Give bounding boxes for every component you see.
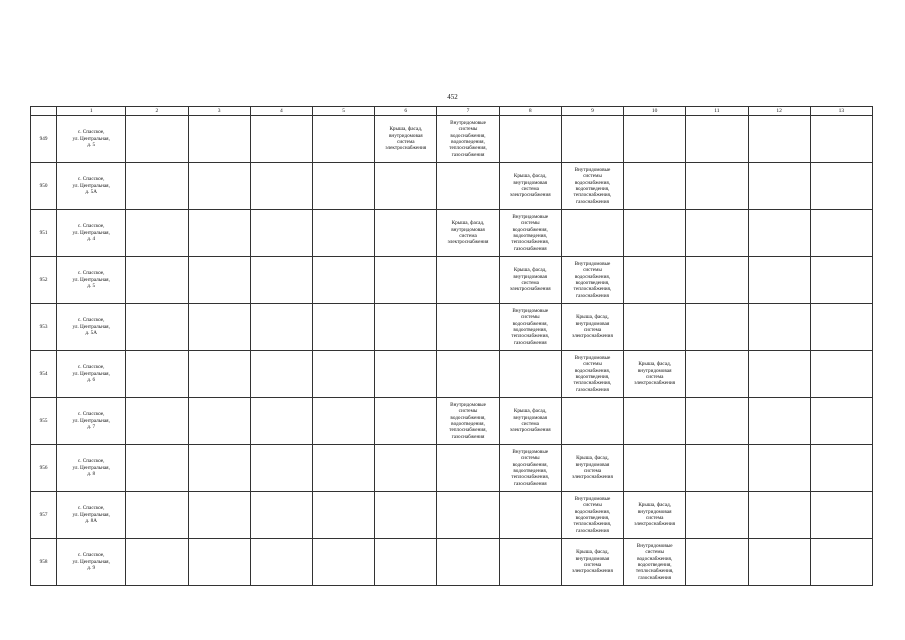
work-cell — [686, 445, 748, 492]
work-cell — [748, 445, 810, 492]
row-number: 952 — [31, 257, 57, 304]
work-cell — [312, 257, 374, 304]
work-text: Внутридомовые системы водоснабжения, водоотведения, теплоснабжения, газоснабжения — [573, 166, 612, 205]
work-cell — [437, 445, 499, 492]
work-cell — [624, 163, 686, 210]
address-cell — [57, 210, 126, 257]
column-number-row — [31, 107, 873, 116]
row-number: 949 — [31, 116, 57, 163]
work-cell — [624, 351, 686, 398]
header-cell: 13 — [810, 107, 872, 116]
work-cell — [437, 539, 499, 586]
work-text: Крыша, фасад, внутридомовая система электроснабжения — [385, 126, 427, 152]
work-cell — [375, 116, 437, 163]
work-cell — [810, 163, 872, 210]
work-cell — [188, 492, 250, 539]
work-cell — [810, 351, 872, 398]
table-row — [31, 210, 873, 257]
table-row — [31, 257, 873, 304]
table-row — [31, 304, 873, 351]
work-text: Внутридомовые системы водоснабжения, водоотведения, теплоснабжения, газоснабжения — [511, 213, 550, 252]
address-cell — [57, 257, 126, 304]
work-cell — [686, 304, 748, 351]
work-cell — [624, 257, 686, 304]
work-cell — [686, 351, 748, 398]
work-cell — [126, 304, 188, 351]
header-cell: 3 — [188, 107, 250, 116]
work-cell — [312, 163, 374, 210]
work-cell — [624, 116, 686, 163]
work-cell — [624, 445, 686, 492]
work-cell — [810, 445, 872, 492]
table-row — [31, 116, 873, 163]
work-cell — [624, 539, 686, 586]
work-cell — [561, 116, 623, 163]
work-cell — [748, 163, 810, 210]
work-cell — [561, 304, 623, 351]
work-cell — [499, 539, 561, 586]
work-cell — [375, 539, 437, 586]
work-cell — [250, 492, 312, 539]
work-cell — [561, 351, 623, 398]
work-cell — [312, 351, 374, 398]
work-cell — [748, 351, 810, 398]
work-text: Внутридомовые системы водоснабжения, водоотведения, теплоснабжения, газоснабжения — [635, 542, 674, 581]
work-cell — [188, 398, 250, 445]
work-cell — [748, 304, 810, 351]
work-cell — [499, 116, 561, 163]
work-cell — [250, 257, 312, 304]
work-cell — [748, 257, 810, 304]
work-cell — [499, 351, 561, 398]
header-cell: 4 — [250, 107, 312, 116]
row-number: 951 — [31, 210, 57, 257]
work-cell — [375, 210, 437, 257]
address-text: с. Спасское, ул. Центральная, д. 5 — [72, 129, 110, 149]
work-cell — [686, 539, 748, 586]
work-cell — [624, 398, 686, 445]
work-cell — [686, 492, 748, 539]
work-cell — [499, 492, 561, 539]
work-cell — [188, 304, 250, 351]
address-cell — [57, 539, 126, 586]
work-cell — [624, 304, 686, 351]
work-cell — [561, 492, 623, 539]
work-text: Внутридомовые системы водоснабжения, водоотведения, теплоснабжения, газоснабжения — [449, 119, 487, 158]
work-cell — [499, 304, 561, 351]
work-cell — [624, 492, 686, 539]
header-cell: 12 — [748, 107, 810, 116]
work-text: Внутридомовые системы водоснабжения, водоотведения, теплоснабжения, газоснабжения — [573, 354, 612, 393]
work-cell — [312, 445, 374, 492]
work-cell — [188, 210, 250, 257]
row-number: 955 — [31, 398, 57, 445]
work-cell — [624, 210, 686, 257]
work-cell — [375, 492, 437, 539]
work-cell — [686, 116, 748, 163]
work-cell — [312, 539, 374, 586]
address-text: с. Спасское, ул. Центральная, д. 5 — [72, 270, 110, 290]
work-cell — [375, 304, 437, 351]
work-cell — [188, 163, 250, 210]
work-cell — [499, 210, 561, 257]
address-text: с. Спасское, ул. Центральная, д. 8 — [72, 458, 110, 478]
work-cell — [561, 398, 623, 445]
work-cell — [499, 163, 561, 210]
table-row — [31, 398, 873, 445]
row-number: 954 — [31, 351, 57, 398]
address-cell — [57, 304, 126, 351]
work-cell — [437, 492, 499, 539]
work-text: Внутридомовые системы водоснабжения, водоотведения, теплоснабжения, газоснабжения — [573, 260, 612, 299]
address-text: с. Спасское, ул. Центральная, д. 6 — [72, 364, 110, 384]
row-number: 950 — [31, 163, 57, 210]
table-row — [31, 163, 873, 210]
header-cell: 6 — [375, 107, 437, 116]
work-cell — [312, 492, 374, 539]
work-cell — [686, 163, 748, 210]
work-text: Крыша, фасад, внутридомовая система электроснабжения — [447, 220, 489, 246]
work-cell — [312, 304, 374, 351]
schedule-table — [30, 106, 873, 586]
work-cell — [250, 304, 312, 351]
work-cell — [748, 116, 810, 163]
work-cell — [561, 163, 623, 210]
row-number: 957 — [31, 492, 57, 539]
work-cell — [188, 539, 250, 586]
work-cell — [686, 398, 748, 445]
work-cell — [686, 257, 748, 304]
work-cell — [126, 210, 188, 257]
work-cell — [437, 398, 499, 445]
table-row — [31, 539, 873, 586]
work-cell — [250, 116, 312, 163]
work-text: Внутридомовые системы водоснабжения, водоотведения, теплоснабжения, газоснабжения — [511, 448, 550, 487]
work-cell — [748, 398, 810, 445]
address-text: с. Спасское, ул. Центральная, д. 5А — [72, 317, 110, 337]
work-cell — [437, 163, 499, 210]
header-cell: 9 — [561, 107, 623, 116]
work-cell — [810, 210, 872, 257]
table-row — [31, 492, 873, 539]
work-cell — [810, 398, 872, 445]
work-cell — [748, 210, 810, 257]
address-text: с. Спасское, ул. Центральная, д. 4 — [72, 223, 110, 243]
row-number: 956 — [31, 445, 57, 492]
row-number: 958 — [31, 539, 57, 586]
work-cell — [188, 116, 250, 163]
work-cell — [499, 445, 561, 492]
work-cell — [250, 445, 312, 492]
work-cell — [499, 257, 561, 304]
work-cell — [126, 492, 188, 539]
address-text: с. Спасское, ул. Центральная, д. 5А — [72, 176, 110, 196]
work-cell — [250, 210, 312, 257]
work-cell — [312, 398, 374, 445]
header-cell-blank — [31, 107, 57, 116]
work-text: Крыша, фасад, внутридомовая система электроснабжения — [572, 455, 613, 481]
work-text: Крыша, фасад, внутридомовая система электроснабжения — [509, 267, 551, 293]
address-text: с. Спасское, ул. Центральная, д. 9 — [72, 552, 110, 572]
work-cell — [312, 210, 374, 257]
work-cell — [437, 116, 499, 163]
header-cell: 11 — [686, 107, 748, 116]
work-cell — [126, 445, 188, 492]
work-cell — [126, 257, 188, 304]
work-cell — [561, 539, 623, 586]
work-text: Внутридомовые системы водоснабжения, водоотведения, теплоснабжения, газоснабжения — [573, 495, 612, 534]
address-text: с. Спасское, ул. Центральная, д. 7 — [72, 411, 110, 431]
work-cell — [126, 539, 188, 586]
work-cell — [188, 351, 250, 398]
page-number: 452 — [447, 93, 458, 101]
address-cell — [57, 163, 126, 210]
work-cell — [250, 351, 312, 398]
work-text: Крыша, фасад, внутридомовая система электроснабжения — [509, 173, 551, 199]
address-cell — [57, 492, 126, 539]
header-cell: 7 — [437, 107, 499, 116]
work-cell — [126, 351, 188, 398]
address-text: с. Спасское, ул. Центральная, д. 8А — [72, 505, 110, 525]
work-cell — [561, 210, 623, 257]
work-cell — [561, 257, 623, 304]
work-cell — [375, 257, 437, 304]
work-cell — [810, 257, 872, 304]
work-cell — [686, 210, 748, 257]
address-cell — [57, 398, 126, 445]
work-text: Внутридомовые системы водоснабжения, водоотведения, теплоснабжения, газоснабжения — [511, 307, 550, 346]
address-cell — [57, 116, 126, 163]
work-cell — [312, 116, 374, 163]
work-cell — [748, 492, 810, 539]
row-number: 953 — [31, 304, 57, 351]
work-cell — [250, 398, 312, 445]
work-cell — [437, 304, 499, 351]
work-cell — [375, 351, 437, 398]
work-cell — [375, 398, 437, 445]
address-cell — [57, 351, 126, 398]
work-cell — [810, 304, 872, 351]
work-text: Крыша, фасад, внутридомовая система электроснабжения — [634, 502, 676, 528]
header-cell: 8 — [499, 107, 561, 116]
work-cell — [810, 116, 872, 163]
address-cell — [57, 445, 126, 492]
table-row — [31, 445, 873, 492]
header-cell: 5 — [312, 107, 374, 116]
work-text: Крыша, фасад, внутридомовая система электроснабжения — [509, 408, 551, 434]
work-text: Крыша, фасад, внутридомовая система электроснабжения — [634, 361, 676, 387]
work-cell — [188, 445, 250, 492]
work-cell — [250, 539, 312, 586]
work-cell — [437, 210, 499, 257]
work-cell — [375, 445, 437, 492]
table-row — [31, 351, 873, 398]
header-cell: 1 — [57, 107, 126, 116]
work-cell — [810, 492, 872, 539]
work-cell — [126, 398, 188, 445]
work-cell — [126, 163, 188, 210]
work-cell — [126, 116, 188, 163]
header-cell: 10 — [624, 107, 686, 116]
work-cell — [499, 398, 561, 445]
work-text: Крыша, фасад, внутридомовая система электроснабжения — [572, 549, 613, 575]
work-cell — [375, 163, 437, 210]
work-cell — [561, 445, 623, 492]
work-cell — [437, 351, 499, 398]
work-text: Внутридомовые системы водоснабжения, водоотведения, теплоснабжения, газоснабжения — [449, 401, 487, 440]
header-cell: 2 — [126, 107, 188, 116]
work-cell — [810, 539, 872, 586]
work-text: Крыша, фасад, внутридомовая система электроснабжения — [572, 314, 613, 340]
work-cell — [437, 257, 499, 304]
work-cell — [250, 163, 312, 210]
work-cell — [188, 257, 250, 304]
work-cell — [748, 539, 810, 586]
